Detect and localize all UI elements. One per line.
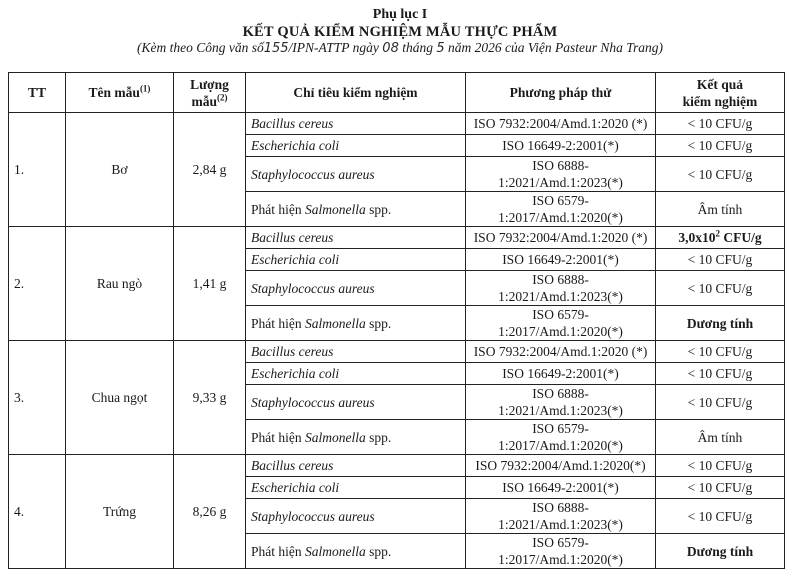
test-result: [656, 477, 785, 499]
test-result: [656, 385, 785, 420]
table-row: [9, 341, 785, 363]
organism-name: Staphylococcus aureus: [251, 280, 375, 296]
header-sample-name-text: Tên mẫu: [88, 85, 140, 100]
sample-number: 2.: [9, 227, 66, 341]
results-body: [9, 113, 785, 569]
test-indicator: [246, 477, 466, 499]
appendix-label: Phụ lục I: [372, 7, 428, 22]
test-result: [656, 135, 785, 157]
header-result-line1: Kết quả: [696, 76, 744, 92]
test-result: [656, 249, 785, 271]
indicator-prefix: Phát hiện: [251, 315, 305, 331]
test-indicator: [246, 420, 466, 455]
organism-name: Bacillus cereus: [251, 344, 334, 359]
results-table: [8, 72, 785, 569]
header-qty-line1: Lượng: [190, 76, 229, 92]
header-result: [656, 73, 785, 113]
organism-name: Staphylococcus aureus: [251, 508, 375, 524]
test-result: [656, 192, 785, 227]
indicator-prefix: Phát hiện: [251, 429, 305, 445]
organism-name: Bacillus cereus: [251, 458, 334, 473]
test-method: ISO 7932:2004/Amd.1:2020(*): [466, 455, 656, 477]
result-value: < 10 CFU/g: [687, 508, 753, 524]
test-method: ISO 6579-1:2017/Amd.1:2020(*): [466, 192, 656, 227]
document-month: 5: [436, 41, 445, 56]
test-method: ISO 6888-1:2021/Amd.1:2023(*): [466, 157, 656, 192]
organism-name: Escherichia coli: [251, 480, 340, 495]
sample-number: 4.: [9, 455, 66, 569]
organism-name: Staphylococcus aureus: [251, 394, 375, 410]
test-indicator: [246, 455, 466, 477]
organism-name: Salmonella: [305, 315, 366, 331]
subtitle-part-4: năm 2026 của Viện Pasteur Nha Trang): [448, 40, 664, 55]
indicator-suffix: spp.: [365, 201, 392, 217]
sample-quantity: 9,33 g: [174, 341, 246, 455]
header-qty-line2: mẫu: [191, 93, 217, 109]
test-result: [656, 499, 785, 534]
test-indicator: [246, 271, 466, 306]
organism-name: Bacillus cereus: [251, 230, 334, 245]
result-unit: CFU/g: [720, 230, 762, 245]
test-indicator: [246, 135, 466, 157]
result-value: < 10 CFU/g: [687, 252, 753, 267]
result-value: < 10 CFU/g: [687, 366, 753, 381]
result-value: < 10 CFU/g: [687, 394, 753, 410]
indicator-suffix: spp.: [365, 315, 392, 331]
sample-quantity: 8,26 g: [174, 455, 246, 569]
header-qty-note: (2): [217, 92, 228, 102]
test-method: ISO 7932:2004/Amd.1:2020 (*): [466, 227, 656, 249]
result-value: < 10 CFU/g: [687, 344, 753, 359]
test-result: [656, 157, 785, 192]
test-result: [656, 227, 785, 249]
result-value: < 10 CFU/g: [687, 116, 753, 131]
organism-name: Staphylococcus aureus: [251, 166, 375, 182]
result-value: Dương tính: [686, 543, 754, 559]
table-header-row: [9, 73, 785, 113]
subtitle-part-2: /IPN-ATTP ngày: [288, 40, 379, 55]
result-value: Dương tính: [686, 315, 754, 331]
test-method: ISO 6579-1:2017/Amd.1:2020(*): [466, 306, 656, 341]
header-tt: TT: [9, 73, 66, 113]
indicator-suffix: spp.: [365, 543, 392, 559]
test-method: ISO 7932:2004/Amd.1:2020 (*): [466, 113, 656, 135]
sample-number: 1.: [9, 113, 66, 227]
result-value: < 10 CFU/g: [687, 280, 753, 296]
test-method: ISO 16649-2:2001(*): [466, 477, 656, 499]
result-exponent: 2: [715, 228, 720, 239]
test-indicator: [246, 192, 466, 227]
test-indicator: [246, 499, 466, 534]
test-result: [656, 455, 785, 477]
subtitle-part-1: (Kèm theo Công văn số: [136, 40, 264, 55]
indicator-suffix: spp.: [365, 429, 392, 445]
sample-number: 3.: [9, 341, 66, 455]
test-indicator: [246, 385, 466, 420]
organism-name: Escherichia coli: [251, 366, 340, 381]
sample-name: Rau ngò: [66, 227, 174, 341]
table-row: [9, 227, 785, 249]
sample-name: Trứng: [66, 455, 174, 569]
test-indicator: [246, 363, 466, 385]
indicator-prefix: Phát hiện: [251, 201, 305, 217]
header-sample-quantity: [174, 73, 246, 113]
document-title: KẾT QUẢ KIỂM NGHIỆM MẪU THỰC PHẨM: [242, 24, 558, 40]
test-indicator: [246, 534, 466, 569]
sample-quantity: 2,84 g: [174, 113, 246, 227]
header-sample-name: [66, 73, 174, 113]
test-result: [656, 534, 785, 569]
header-indicator: Chỉ tiêu kiểm nghiệm: [246, 73, 466, 113]
document-day: 08: [382, 41, 399, 56]
header-result-line2: kiểm nghiệm: [682, 93, 758, 109]
test-result: [656, 306, 785, 341]
test-method: ISO 7932:2004/Amd.1:2020 (*): [466, 341, 656, 363]
test-result: [656, 341, 785, 363]
test-result: [656, 271, 785, 306]
test-method: ISO 16649-2:2001(*): [466, 249, 656, 271]
test-method: ISO 6579-1:2017/Amd.1:2020(*): [466, 420, 656, 455]
sample-name: Bơ: [66, 113, 174, 227]
test-result: [656, 420, 785, 455]
test-indicator: [246, 157, 466, 192]
test-method: ISO 6579-1:2017/Amd.1:2020(*): [466, 534, 656, 569]
organism-name: Escherichia coli: [251, 252, 340, 267]
organism-name: Salmonella: [305, 201, 366, 217]
table-row: [9, 113, 785, 135]
test-result: [656, 363, 785, 385]
sample-quantity: 1,41 g: [174, 227, 246, 341]
test-indicator: [246, 113, 466, 135]
test-indicator: [246, 341, 466, 363]
header-sample-name-note: (1): [139, 83, 151, 94]
test-method: ISO 6888-1:2021/Amd.1:2023(*): [466, 385, 656, 420]
test-method: ISO 6888-1:2021/Amd.1:2023(*): [466, 271, 656, 306]
organism-name: Salmonella: [305, 543, 366, 559]
subtitle-part-3: tháng: [402, 40, 433, 55]
result-value: Âm tính: [697, 201, 743, 217]
sample-name: Chua ngọt: [66, 341, 174, 455]
test-result: [656, 113, 785, 135]
test-method: ISO 16649-2:2001(*): [466, 363, 656, 385]
result-value: 3,0x10: [678, 230, 716, 245]
test-indicator: [246, 249, 466, 271]
header-method: Phương pháp thử: [466, 73, 656, 113]
test-method: ISO 6888-1:2021/Amd.1:2023(*): [466, 499, 656, 534]
test-indicator: [246, 306, 466, 341]
test-method: ISO 16649-2:2001(*): [466, 135, 656, 157]
indicator-prefix: Phát hiện: [251, 543, 305, 559]
document-subtitle: [0, 40, 800, 56]
result-value: < 10 CFU/g: [687, 458, 753, 473]
organism-name: Salmonella: [305, 429, 366, 445]
organism-name: Bacillus cereus: [251, 116, 334, 131]
result-value: < 10 CFU/g: [687, 166, 753, 182]
table-row: [9, 455, 785, 477]
test-indicator: [246, 227, 466, 249]
result-value: < 10 CFU/g: [687, 138, 753, 153]
result-value: < 10 CFU/g: [687, 480, 753, 495]
document-number: 155: [263, 41, 289, 56]
result-value: Âm tính: [697, 429, 743, 445]
organism-name: Escherichia coli: [251, 138, 340, 153]
